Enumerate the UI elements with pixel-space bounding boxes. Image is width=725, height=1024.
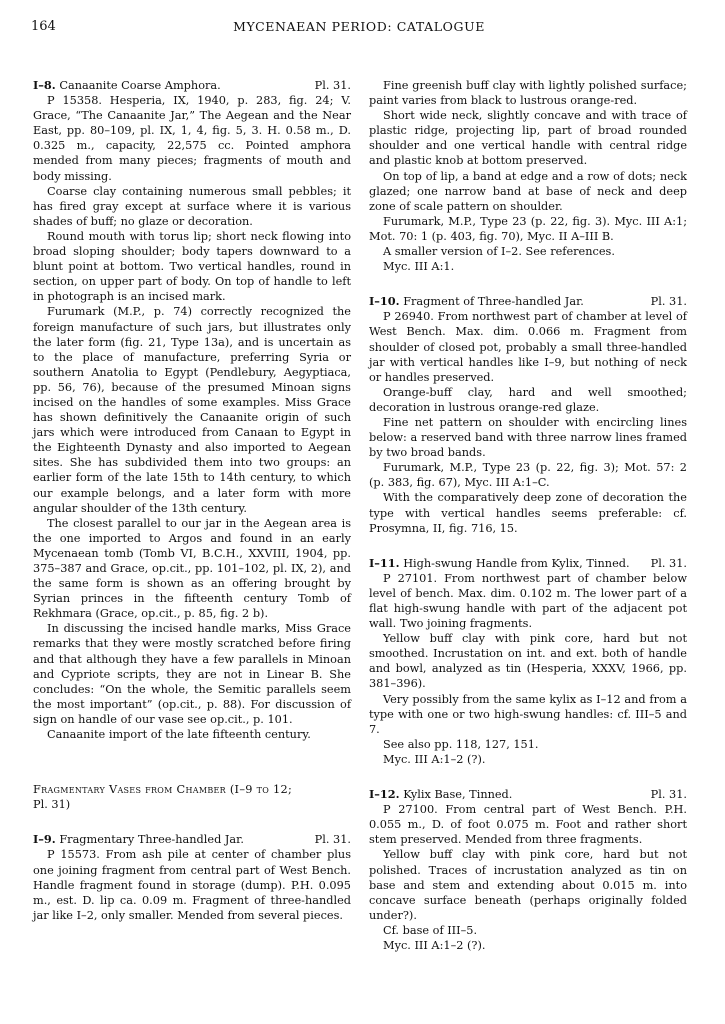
entry-paragraph: P 27101. From northwest part of chamber below level of bench. Max. dim. 0.102 m. The lower part of a flat high-swung handle with part of the adjacent pot wall. Two joining fragments.	[369, 571, 687, 631]
section-heading	[33, 782, 351, 812]
entry-paragraph: P 15358. Hesperia, IX, 1940, p. 283, fig. 24; V. Grace, “The Canaanite Jar,” The Aegean and the Near East, pp. 80–109, pl. IX, 1, 4, fig. 5, 3. H. 0.58 m., D. 0.325 m., capacity, 22,575 cc. Pointed amphora mended from many pieces; fragments of mouth and body missing.	[33, 94, 351, 183]
plate-reference: Pl. 31.	[650, 295, 687, 309]
catalogue-entry-i10	[369, 294, 687, 536]
entry-paragraph: Furumark (M.P., p. 74) correctly recognized the foreign manufacture of such jars, but illustrates only the later form (fig. 21, Type 13a), and is uncertain as to the place of manufacture, preferring Syria or southern Anatolia to Egypt (Pendlebury, Aegyptiaca, pp. 56, 76), because of the presumed Minoan signs incised on the handles of some examples. Miss Grace has shown definitively the Canaanite origin of such jars which were introduced from Canaan to Egypt in the Eighteenth Dynasty and also imported to Aegean sites. She has subdivided them into two groups: an earlier form of the late 15th to 14th century, to which our example belongs, and a later form with more angular shoulder of the 13th century.	[33, 305, 351, 515]
entry-title: Fragment of Three-handled Jar.	[403, 295, 584, 309]
entry-heading	[33, 832, 351, 847]
entry-paragraph: Myc. III A:1.	[383, 260, 455, 274]
entry-id: I–8.	[33, 78, 56, 92]
entry-paragraph: P 27100. From central part of West Bench. P.H. 0.055 m., D. of foot 0.075 m. Foot and rather short stem preserved. Mended from three fragments.	[369, 803, 687, 847]
catalogue-entry-i8	[33, 78, 351, 742]
entry-paragraph: With the comparatively deep zone of decoration the type with vertical handles seems preferable: cf. Prosymna, II, fig. 716, 15.	[369, 491, 687, 535]
entry-title: Fragmentary Three-handled Jar.	[59, 833, 244, 847]
entry-title: High-swung Handle from Kylix, Tinned.	[403, 556, 630, 570]
plate-reference: Pl. 31.	[314, 79, 351, 92]
entry-paragraph: Cf. base of III–5.	[383, 923, 478, 937]
entry-heading	[369, 556, 687, 571]
entry-paragraph: P 15573. From ash pile at center of chamber plus one joining fragment from central part of West Bench. Handle fragment found in storage (dump). P.H. 0.095 m., est. D. lip ca. 0.09 m. Fragment of three-handled jar like I–2, only smaller. Mended from several pieces.	[33, 848, 351, 922]
right-column	[369, 78, 687, 953]
entry-id: I–12.	[369, 787, 400, 802]
entry-paragraph: Myc. III A:1–2 (?).	[383, 938, 486, 952]
entry-paragraph: Fine greenish buff clay with lightly polished surface; paint varies from black to lustrous orange-red.	[369, 79, 687, 108]
entry-paragraph: Very possibly from the same kylix as I–12 and from a type with one or two high-swung handles: cf. III–5 and 7.	[369, 692, 687, 736]
running-head: MYCENAEAN PERIOD: CATALOGUE	[233, 19, 485, 34]
entry-paragraph: Furumark, M.P., Type 23 (p. 22, fig. 3); Mot. 57: 2 (p. 383, fig. 67), Myc. III A:1–C.	[369, 461, 687, 490]
section-heading-text: Fragmentary Vases from Chamber (I–9 to 12;	[33, 783, 293, 797]
entry-paragraph: Short wide neck, slightly concave and with trace of plastic ridge, projecting lip, part of broad rounded shoulder and one vertical handle with central ridge and plastic knob at bottom preserved.	[369, 109, 687, 168]
entry-paragraph: Yellow buff clay with pink core, hard but not polished. Traces of incrustation analyzed as tin on base and stem and extending about 0.015 m. into concave surface beneath (perhaps originally folded under?).	[369, 848, 687, 922]
entry-paragraph: In discussing the incised handle marks, Miss Grace remarks that they were mostly scratched before firing and that although they have a few parallels in Minoan and Cypriote scripts, they are not in Linear B. She concludes: “On the whole, the Semitic parallels seem the most important” (op.cit., p. 88). For discussion of sign on handle of our vase see op.cit., p. 101.	[33, 622, 351, 726]
entry-heading	[33, 78, 351, 93]
catalogue-entry-i11	[369, 556, 687, 767]
entry-id: I–10.	[369, 294, 400, 309]
entry-heading	[369, 294, 687, 309]
entry-title: Kylix Base, Tinned.	[403, 788, 513, 802]
entry-paragraph: P 26940. From northwest part of chamber at level of West Bench. Max. dim. 0.066 m. Fragment from shoulder of closed pot, probably a small three-handled jar with vertical handles like I–9, but nothing of neck or handles preserved.	[369, 310, 687, 384]
entry-paragraph: The closest parallel to our jar in the Aegean area is the one imported to Argos and found in an early Mycenaean tomb (Tomb VI, B.C.H., XXVIII, 1904, pp. 375–387 and Grace, op.cit., pp. 101–102, pl. IX, 2), and the same form is shown as an offering brought by Syrian princes in the fifteenth century Tomb of Rekhmara (Grace, op.cit., p. 85, fig. 2 b).	[33, 516, 351, 621]
entry-paragraph: A smaller version of I–2. See references.	[383, 245, 615, 259]
entry-paragraph: On top of lip, a band at edge and a row of dots; neck glazed; one narrow band at base of neck and deep zone of scale pattern on shoulder.	[369, 169, 687, 213]
entry-paragraph: Canaanite import of the late fifteenth century.	[47, 728, 311, 742]
section-heading-plate: Pl. 31)	[33, 798, 71, 812]
plate-reference: Pl. 31.	[650, 788, 687, 802]
entry-paragraph: Round mouth with torus lip; short neck flowing into broad sloping shoulder; body tapers downward to a blunt point at bottom. Two vertical handles, round in section, on upper part of body. On top of handle to left in photograph is an incised mark.	[33, 229, 351, 304]
plate-reference: Pl. 31.	[650, 556, 687, 570]
page-number: 164	[31, 19, 56, 34]
entry-title: Canaanite Coarse Amphora.	[59, 79, 221, 92]
catalogue-entry-i9	[33, 832, 351, 923]
page-header	[31, 16, 687, 40]
entry-paragraph: Furumark, M.P., Type 23 (p. 22, fig. 3). Myc. III A:1; Mot. 70: 1 (p. 403, fig. 70), Myc. II A–III B.	[369, 214, 687, 243]
entry-heading	[369, 787, 687, 802]
plate-reference: Pl. 31.	[314, 833, 351, 847]
entry-paragraph: Myc. III A:1–2 (?).	[383, 752, 486, 766]
catalogue-entry-i9-continued	[369, 78, 687, 274]
entry-id: I–11.	[369, 555, 400, 570]
entry-paragraph: Orange-buff clay, hard and well smoothed; decoration in lustrous orange-red glaze.	[369, 385, 687, 414]
entry-paragraph: Coarse clay containing numerous small pebbles; it has fired gray except at surface where it is various shades of buff; no glaze or decoration.	[33, 184, 351, 228]
entry-paragraph: Fine net pattern on shoulder with encircling lines below: a reserved band with three narrow lines framed by two broad bands.	[369, 415, 687, 460]
entry-id: I–9.	[33, 832, 56, 847]
catalogue-entry-i12	[369, 787, 687, 953]
entry-paragraph: See also pp. 118, 127, 151.	[383, 737, 539, 751]
entry-paragraph: Yellow buff clay with pink core, hard but not smoothed. Incrustation on int. and ext. both of handle and bowl, analyzed as tin (Hesperia, XXXV, 1966, pp. 381–396).	[369, 632, 687, 691]
left-column	[33, 78, 351, 923]
